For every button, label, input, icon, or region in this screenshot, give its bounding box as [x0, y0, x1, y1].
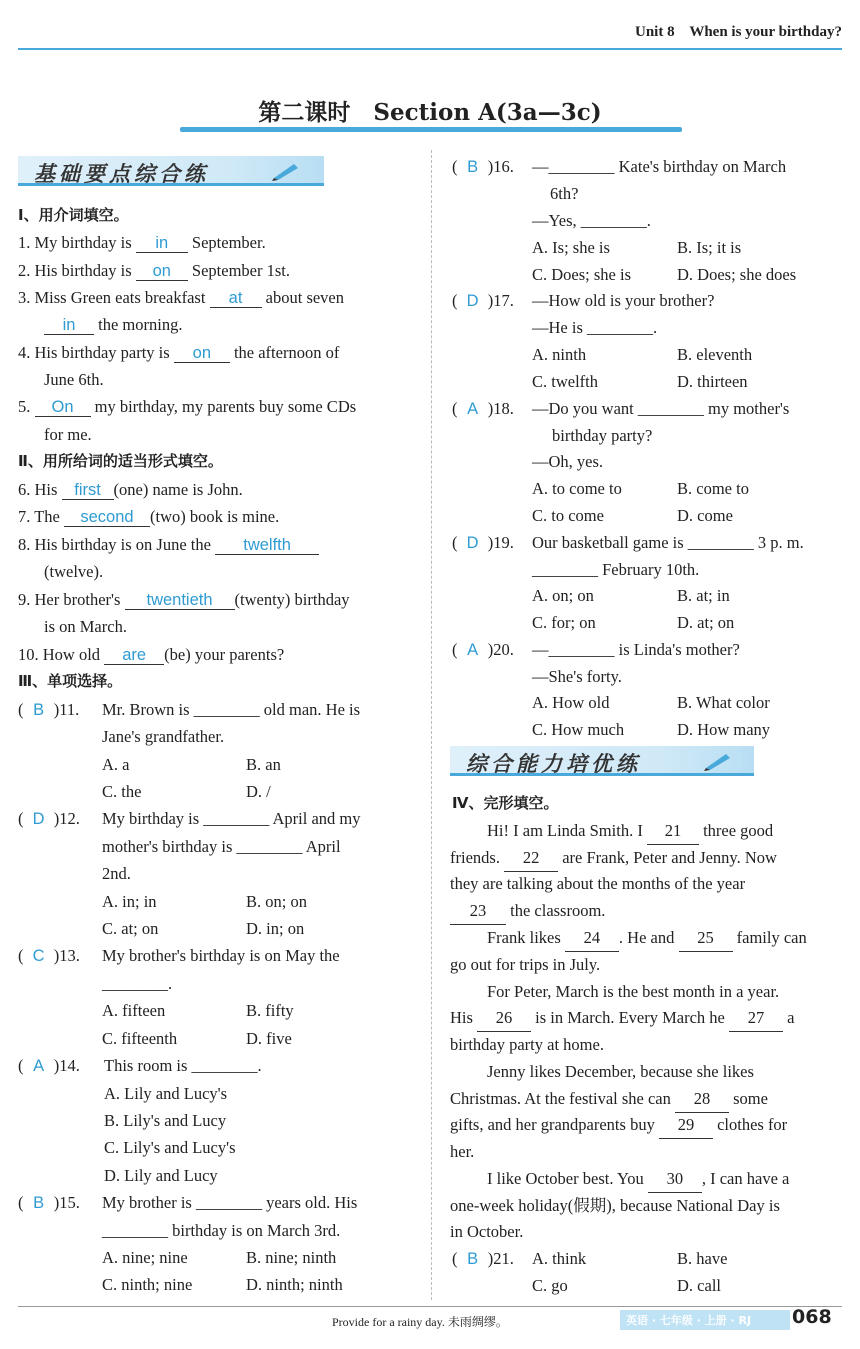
option-12-c: C. at; on: [102, 919, 159, 938]
advanced-practice-title: 综合能力培优练: [466, 752, 641, 776]
question-20-stem: —________ is Linda's mother?: [532, 640, 740, 659]
section-3-heading: Ⅲ、单项选择。: [18, 672, 123, 690]
option-13-d: D. five: [246, 1029, 292, 1048]
option-17-d: D. thirteen: [677, 372, 748, 391]
footer-book-tag: 英语 · 七年级 · 上册 · RJ: [620, 1310, 790, 1330]
header-rule: [18, 48, 842, 50]
pencil-icon: [270, 160, 302, 182]
question-16-stem: —________ Kate's birthday on March: [532, 157, 787, 176]
question-3: 3. Miss Green eats breakfast at about seven: [18, 288, 345, 307]
option-13-a: A. fifteen: [102, 1001, 166, 1020]
question-17: ( D )17.: [452, 287, 514, 315]
option-19-d: D. at; on: [677, 613, 735, 632]
cloze-line: 23 the classroom.: [450, 897, 605, 925]
option-15-c: C. ninth; nine: [102, 1275, 193, 1294]
option-14-b: B. Lily's and Lucy: [104, 1111, 227, 1130]
cloze-line: Hi! I am Linda Smith. I 21 three good: [487, 817, 773, 845]
header-title: When is your birthday?: [689, 24, 842, 40]
question-17-stem: —How old is your brother?: [532, 291, 715, 310]
question-19: ( D )19.: [452, 529, 514, 557]
option-21-b: B. have: [677, 1249, 728, 1268]
option-16-b: B. Is; it is: [677, 238, 742, 257]
answer-20: A: [467, 641, 479, 659]
question-1: 1. My birthday is in September.: [18, 233, 266, 252]
question-11-stem: Mr. Brown is ________ old man. He is: [102, 700, 361, 719]
footer-motto: Provide for a rainy day. 未雨绸缪。: [332, 1315, 508, 1329]
answer-15: B: [33, 1194, 45, 1212]
answer-16: B: [467, 158, 479, 176]
question-21: ( B )21.: [452, 1245, 514, 1273]
question-9-cont: is on March.: [44, 617, 127, 636]
option-13-b: B. fifty: [246, 1001, 294, 1020]
option-14-d: D. Lily and Lucy: [104, 1166, 218, 1185]
option-18-b: B. come to: [677, 479, 749, 498]
question-5-cont: for me.: [44, 425, 92, 444]
question-18-stem-3: —Oh, yes.: [532, 452, 604, 471]
cloze-line: Frank likes 24 . He and 25 family can: [487, 924, 807, 952]
cloze-line: they are talking about the months of the year: [450, 874, 746, 893]
cloze-line: friends. 22 are Frank, Peter and Jenny. Now: [450, 844, 777, 872]
question-18-stem-2: birthday party?: [552, 426, 653, 445]
cloze-line: birthday party at home.: [450, 1035, 604, 1054]
column-divider: [431, 150, 432, 1300]
question-13: ( C )13.: [18, 942, 80, 970]
answer-19: D: [466, 534, 479, 552]
question-6: 6. His first (one) name is John.: [18, 480, 243, 499]
option-11-d: D. /: [246, 782, 271, 801]
answer-18: A: [467, 400, 479, 418]
question-20: ( A )20.: [452, 636, 514, 664]
question-12: ( D )12.: [18, 805, 80, 833]
option-21-a: A. think: [532, 1249, 587, 1268]
option-20-d: D. How many: [677, 720, 771, 739]
question-18: ( A )18.: [452, 395, 514, 423]
option-19-b: B. at; in: [677, 586, 730, 605]
question-9: 9. Her brother's twentieth (twenty) birthday: [18, 590, 350, 609]
question-14-stem: This room is ________.: [104, 1056, 262, 1075]
answer-11: B: [33, 701, 45, 719]
option-20-a: A. How old: [532, 693, 610, 712]
question-10: 10. How old are (be) your parents?: [18, 645, 285, 664]
option-13-c: C. fifteenth: [102, 1029, 178, 1048]
option-16-a: A. Is; she is: [532, 238, 610, 257]
question-15-stem: My brother is ________ years old. His: [102, 1193, 358, 1212]
question-13-stem: My brother's birthday is on May the: [102, 946, 340, 965]
cloze-line: Jenny likes December, because she likes: [487, 1062, 754, 1081]
answer-17: D: [466, 292, 479, 310]
cloze-line: For Peter, March is the best month in a year.: [487, 982, 780, 1001]
question-3-cont: in the morning.: [44, 311, 182, 338]
question-12-stem: My birthday is ________ April and my: [102, 809, 361, 828]
question-4-cont: June 6th.: [44, 370, 104, 389]
cloze-line: I like October best. You 30 , I can have a: [487, 1165, 789, 1193]
option-12-d: D. in; on: [246, 919, 305, 938]
option-15-a: A. nine; nine: [102, 1248, 188, 1267]
option-18-c: C. to come: [532, 506, 604, 525]
option-18-a: A. to come to: [532, 479, 622, 498]
question-5: 5. On my birthday, my parents buy some CDs: [18, 397, 357, 416]
option-17-a: A. ninth: [532, 345, 587, 364]
header-unit: Unit 8: [634, 24, 675, 40]
question-12-stem-3: 2nd.: [102, 864, 131, 883]
answer-13: C: [32, 947, 45, 965]
option-11-c: C. the: [102, 782, 142, 801]
question-15: ( B )15.: [18, 1189, 80, 1217]
cloze-line: one-week holiday(假期), because National Day is: [450, 1196, 780, 1215]
option-19-a: A. on; on: [532, 586, 594, 605]
page-number: 068: [792, 1306, 832, 1328]
option-12-b: B. on; on: [246, 892, 307, 911]
answer-21: B: [467, 1250, 479, 1268]
cloze-line: her.: [450, 1142, 475, 1161]
question-4: 4. His birthday party is on the afternoon of: [18, 343, 340, 362]
title-rule: [180, 127, 682, 132]
option-14-c: C. Lily's and Lucy's: [104, 1138, 236, 1157]
footer-rule: [18, 1306, 842, 1307]
option-14-a: A. Lily and Lucy's: [104, 1084, 228, 1103]
option-12-a: A. in; in: [102, 892, 157, 911]
answer-14: A: [33, 1057, 45, 1075]
option-11-b: B. an: [246, 755, 281, 774]
question-17-stem-2: —He is ________.: [532, 318, 658, 337]
advanced-practice-banner: [450, 746, 754, 776]
question-12-stem-2: mother's birthday is ________ April: [102, 837, 341, 856]
question-16: ( B )16.: [452, 153, 514, 181]
cloze-line: His 26 is in March. Every March he 27 a: [450, 1004, 794, 1032]
option-18-d: D. come: [677, 506, 733, 525]
question-11: ( B )11.: [18, 696, 79, 724]
question-8-cont: (twelve).: [44, 562, 104, 581]
basic-practice-title: 基础要点综合练: [34, 162, 209, 186]
option-20-c: C. How much: [532, 720, 625, 739]
option-21-c: C. go: [532, 1276, 568, 1295]
section-1-heading: Ⅰ、用介词填空。: [18, 206, 129, 224]
question-14: ( A )14.: [18, 1052, 80, 1080]
cloze-line: gifts, and her grandparents buy 29 clothes for: [450, 1111, 787, 1139]
option-16-c: C. Does; she is: [532, 265, 631, 284]
question-15-stem-2: ________ birthday is on March 3rd.: [102, 1221, 341, 1240]
option-15-d: D. ninth; ninth: [246, 1275, 343, 1294]
question-20-stem-2: —She's forty.: [532, 667, 622, 686]
question-13-stem-2: ________.: [102, 974, 173, 993]
cloze-line: Christmas. At the festival she can 28 some: [450, 1085, 768, 1113]
question-16-stem-2: 6th?: [550, 184, 579, 203]
basic-practice-banner: [18, 156, 324, 186]
question-11-stem-2: Jane's grandfather.: [102, 727, 225, 746]
lesson-title: 第二课时 Section A(3a—3c): [258, 99, 602, 126]
cloze-line: go out for trips in July.: [450, 955, 601, 974]
option-16-d: D. Does; she does: [677, 265, 797, 284]
option-17-b: B. eleventh: [677, 345, 753, 364]
question-19-stem-2: ________ February 10th.: [532, 560, 700, 579]
section-4-heading: Ⅳ、完形填空。: [452, 794, 559, 812]
cloze-line: in October.: [450, 1222, 524, 1241]
question-8: 8. His birthday is on June the twelfth: [18, 531, 319, 558]
question-2: 2. His birthday is on September 1st.: [18, 261, 290, 280]
option-20-b: B. What color: [677, 693, 770, 712]
pencil-icon: [702, 750, 734, 772]
question-19-stem: Our basketball game is ________ 3 p. m.: [532, 533, 804, 552]
option-15-b: B. nine; ninth: [246, 1248, 337, 1267]
section-2-heading: Ⅱ、用所给词的适当形式填空。: [18, 452, 223, 470]
option-17-c: C. twelfth: [532, 372, 598, 391]
option-19-c: C. for; on: [532, 613, 596, 632]
question-16-stem-3: —Yes, ________.: [532, 211, 651, 230]
running-header: [635, 24, 842, 41]
answer-12: D: [32, 810, 45, 828]
option-21-d: D. call: [677, 1276, 721, 1295]
question-7: 7. The second (two) book is mine.: [18, 507, 280, 526]
option-11-a: A. a: [102, 755, 130, 774]
question-18-stem: —Do you want ________ my mother's: [532, 399, 790, 418]
